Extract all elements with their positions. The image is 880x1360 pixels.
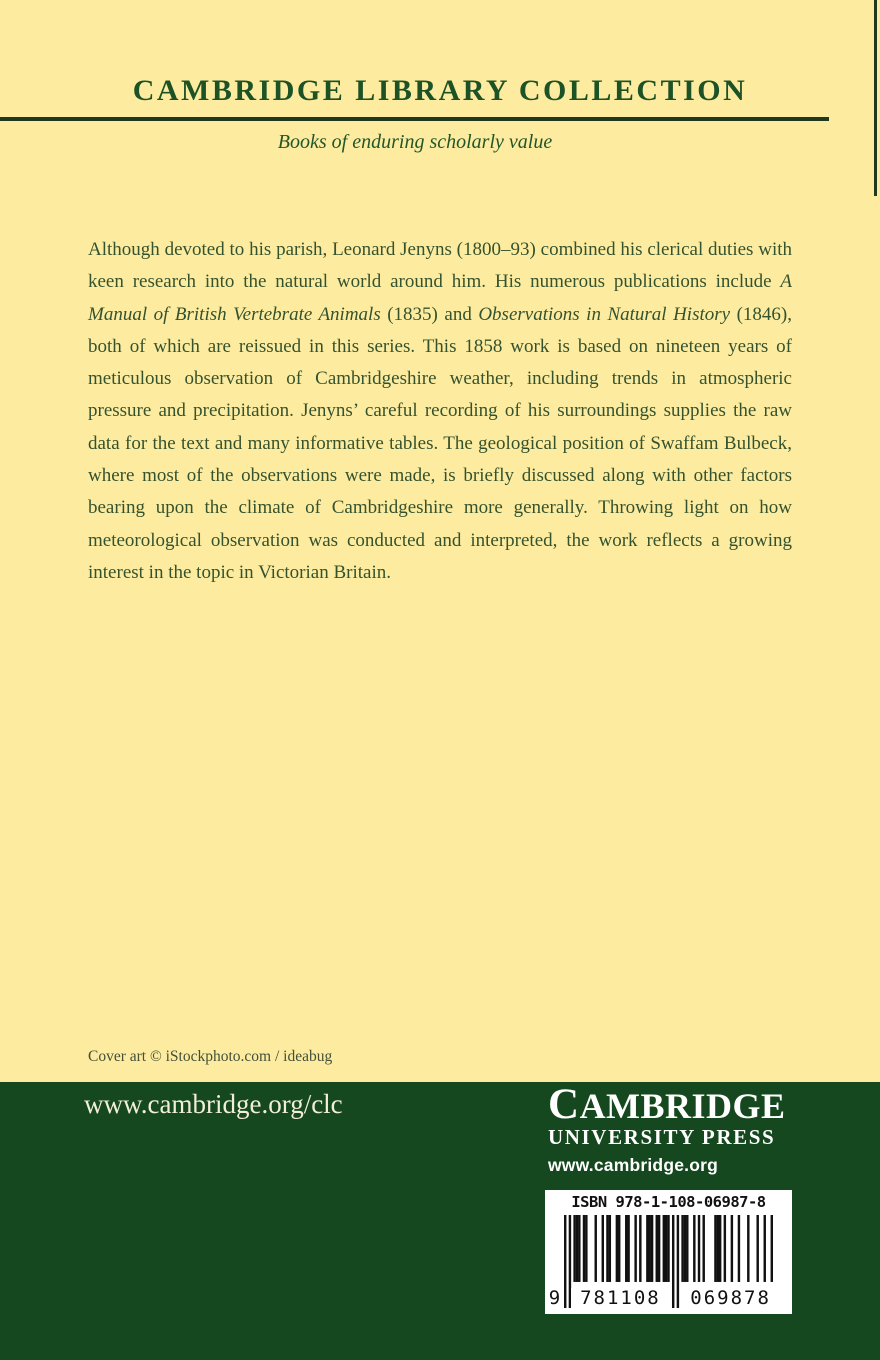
isbn-barcode-box <box>545 1190 792 1314</box>
title-rule-divider <box>0 117 829 121</box>
clc-url: www.cambridge.org/clc <box>84 1089 343 1119</box>
collection-title: CAMBRIDGE LIBRARY COLLECTION <box>132 74 748 107</box>
publisher-subname: UNIVERSITY PRESS <box>548 1125 776 1149</box>
publisher-wordmark: CAMBRIDGE <box>548 1081 786 1128</box>
isbn-label: ISBN 978-1-108-06987-8 <box>571 1193 766 1211</box>
cover-art-credit: Cover art © iStockphoto.com / ideabug <box>88 1048 333 1065</box>
publisher-url: www.cambridge.org <box>548 1155 719 1175</box>
barcode-digits-right: 069878 <box>681 1288 780 1309</box>
collection-tagline: Books of enduring scholarly value <box>277 131 553 153</box>
book-blurb: Although devoted to his parish, Leonard Jenyns (1800–93) combined his clerical duties with keen research into the natural world around him. His numerous publications include A Manual of British Vertebrate Animals (1835) and Observations in Natural History (1846), both of which are reissued in this series. This 1858 work is based on nineteen years of meticulous observation of Cambridgeshire weather, including trends in atmospheric pressure and precipitation. Jenyns’ careful recording of his surroundings supplies the raw data for the text and many informative tables. The geological position of Swaffam Bulbeck, where most of the observations were made, is briefly discussed along with other factors bearing upon the climate of Cambridgeshire more generally. Throwing light on how meteorological observation was conducted and interpreted, the work reflects a growing interest in the topic in Victorian Britain. <box>88 239 792 583</box>
barcode-region <box>548 1215 787 1309</box>
barcode-digits-left: 781108 <box>571 1288 670 1309</box>
right-edge-line <box>874 0 877 196</box>
barcode-digit-first: 9 <box>546 1288 563 1309</box>
footer-band <box>0 1082 880 1360</box>
publisher-logo <box>548 1081 794 1176</box>
